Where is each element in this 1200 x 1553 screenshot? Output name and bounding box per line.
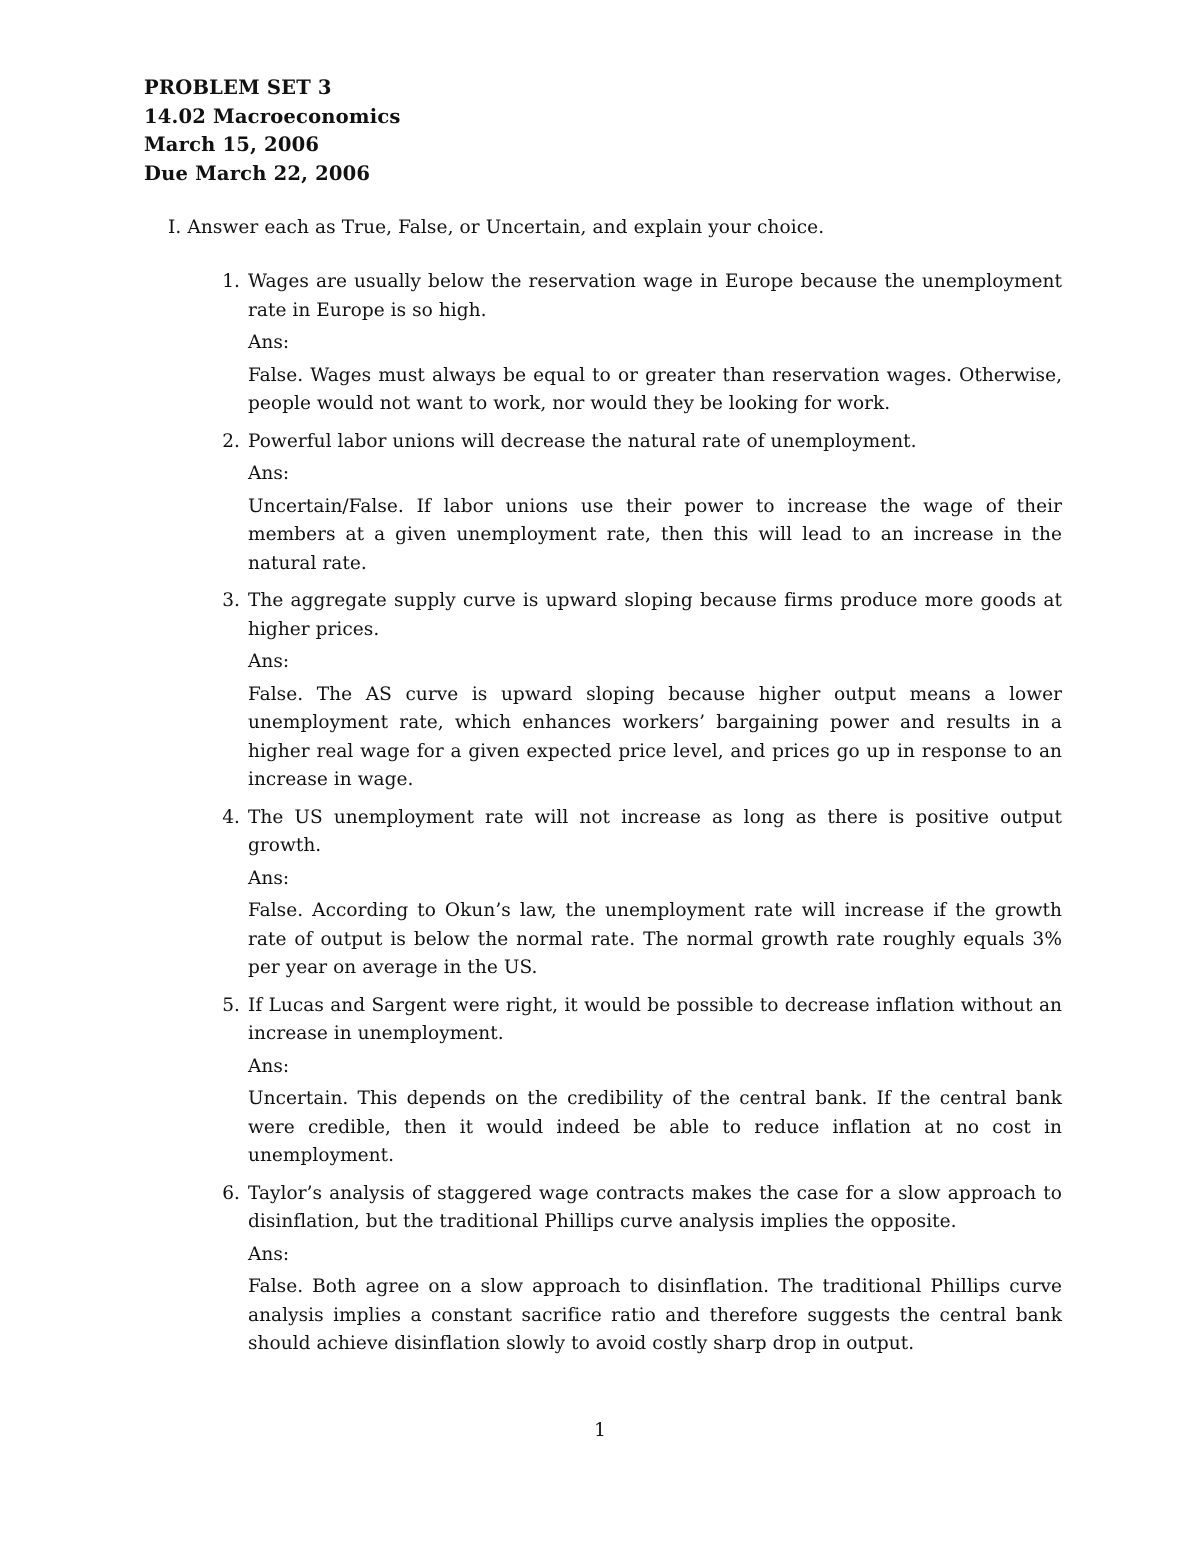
answer-label: Ans: (248, 867, 290, 889)
question-text: If Lucas and Sargent were right, it would be possible to decrease inflation without an increase in unemployment. (248, 994, 1062, 1044)
page-footer (0, 1418, 1200, 1444)
question-text: The US unemployment rate will not increase as long as there is positive output growth. (248, 806, 1062, 856)
question-number: 2. (222, 430, 240, 452)
question-item (210, 428, 1062, 579)
question-item (210, 1180, 1062, 1359)
question-text: Taylor’s analysis of staggered wage contracts makes the case for a slow approach to disinflation, but the traditional Phillips curve analysis implies the opposite. (248, 1182, 1062, 1232)
course-name: 14.02 Macroeconomics (144, 104, 401, 128)
answer-label: Ans: (248, 332, 290, 353)
answer-text: Uncertain/False. If labor unions use their power to increase the wage of their members at a given unemployment rate, then this will lead to an increase in the natural rate. (248, 495, 1062, 574)
answer-text: False. Wages must always be equal to or greater than reservation wages. Otherwise, people would not want to work, nor would they be looking for work. (248, 364, 1062, 414)
question-list (210, 268, 1062, 1368)
answer-label: Ans: (248, 1055, 290, 1077)
problem-set-title: PROBLEM SET 3 (144, 76, 332, 99)
question-text: Wages are usually below the reservation wage in Europe because the unemployment rate in Europe is so high. (248, 271, 1062, 321)
due-date: Due March 22, 2006 (144, 161, 371, 185)
question-number: 3. (222, 590, 240, 611)
answer-label: Ans: (248, 651, 290, 672)
question-number: 4. (222, 806, 240, 828)
section-instruction: Answer each as True, False, or Uncertain, and explain your choice. (187, 217, 825, 238)
answer-label: Ans: (248, 1243, 290, 1265)
question-item (210, 804, 1062, 983)
question-text: The aggregate supply curve is upward sloping because firms produce more goods at higher prices. (248, 590, 1062, 640)
question-text: Powerful labor unions will decrease the natural rate of unemployment. (248, 430, 917, 452)
question-item (210, 268, 1062, 419)
answer-text: False. The AS curve is upward sloping because higher output means a lower unemployment rate, which enhances workers’ bargaining power and results in a higher real wage for a given expected price level, and prices go up in response to an increase in wage. (248, 683, 1062, 790)
answer-text: Uncertain. This depends on the credibility of the central bank. If the central bank were credible, then it would indeed be able to reduce inflation at no cost in unemployment. (248, 1088, 1062, 1166)
page-number: 1 (594, 1420, 606, 1441)
question-number: 1. (222, 271, 240, 292)
question-item (210, 587, 1062, 795)
question-number: 6. (222, 1182, 240, 1204)
question-item (210, 992, 1062, 1171)
section-label: I. (168, 217, 182, 238)
answer-label: Ans: (248, 463, 290, 484)
section-heading (168, 215, 824, 241)
question-number: 5. (222, 994, 240, 1016)
document-header (144, 74, 401, 188)
issue-date: March 15, 2006 (144, 133, 320, 156)
answer-text: False. Both agree on a slow approach to disinflation. The traditional Phillips curve analysis implies a constant sacrifice ratio and therefore suggests the central bank should achieve disinflation slowly to avoid costly sharp drop in output. (248, 1276, 1062, 1354)
answer-text: False. According to Okun’s law, the unemployment rate will increase if the growth rate of output is below the normal rate. The normal growth rate roughly equals 3% per year on average in the US. (248, 900, 1062, 978)
